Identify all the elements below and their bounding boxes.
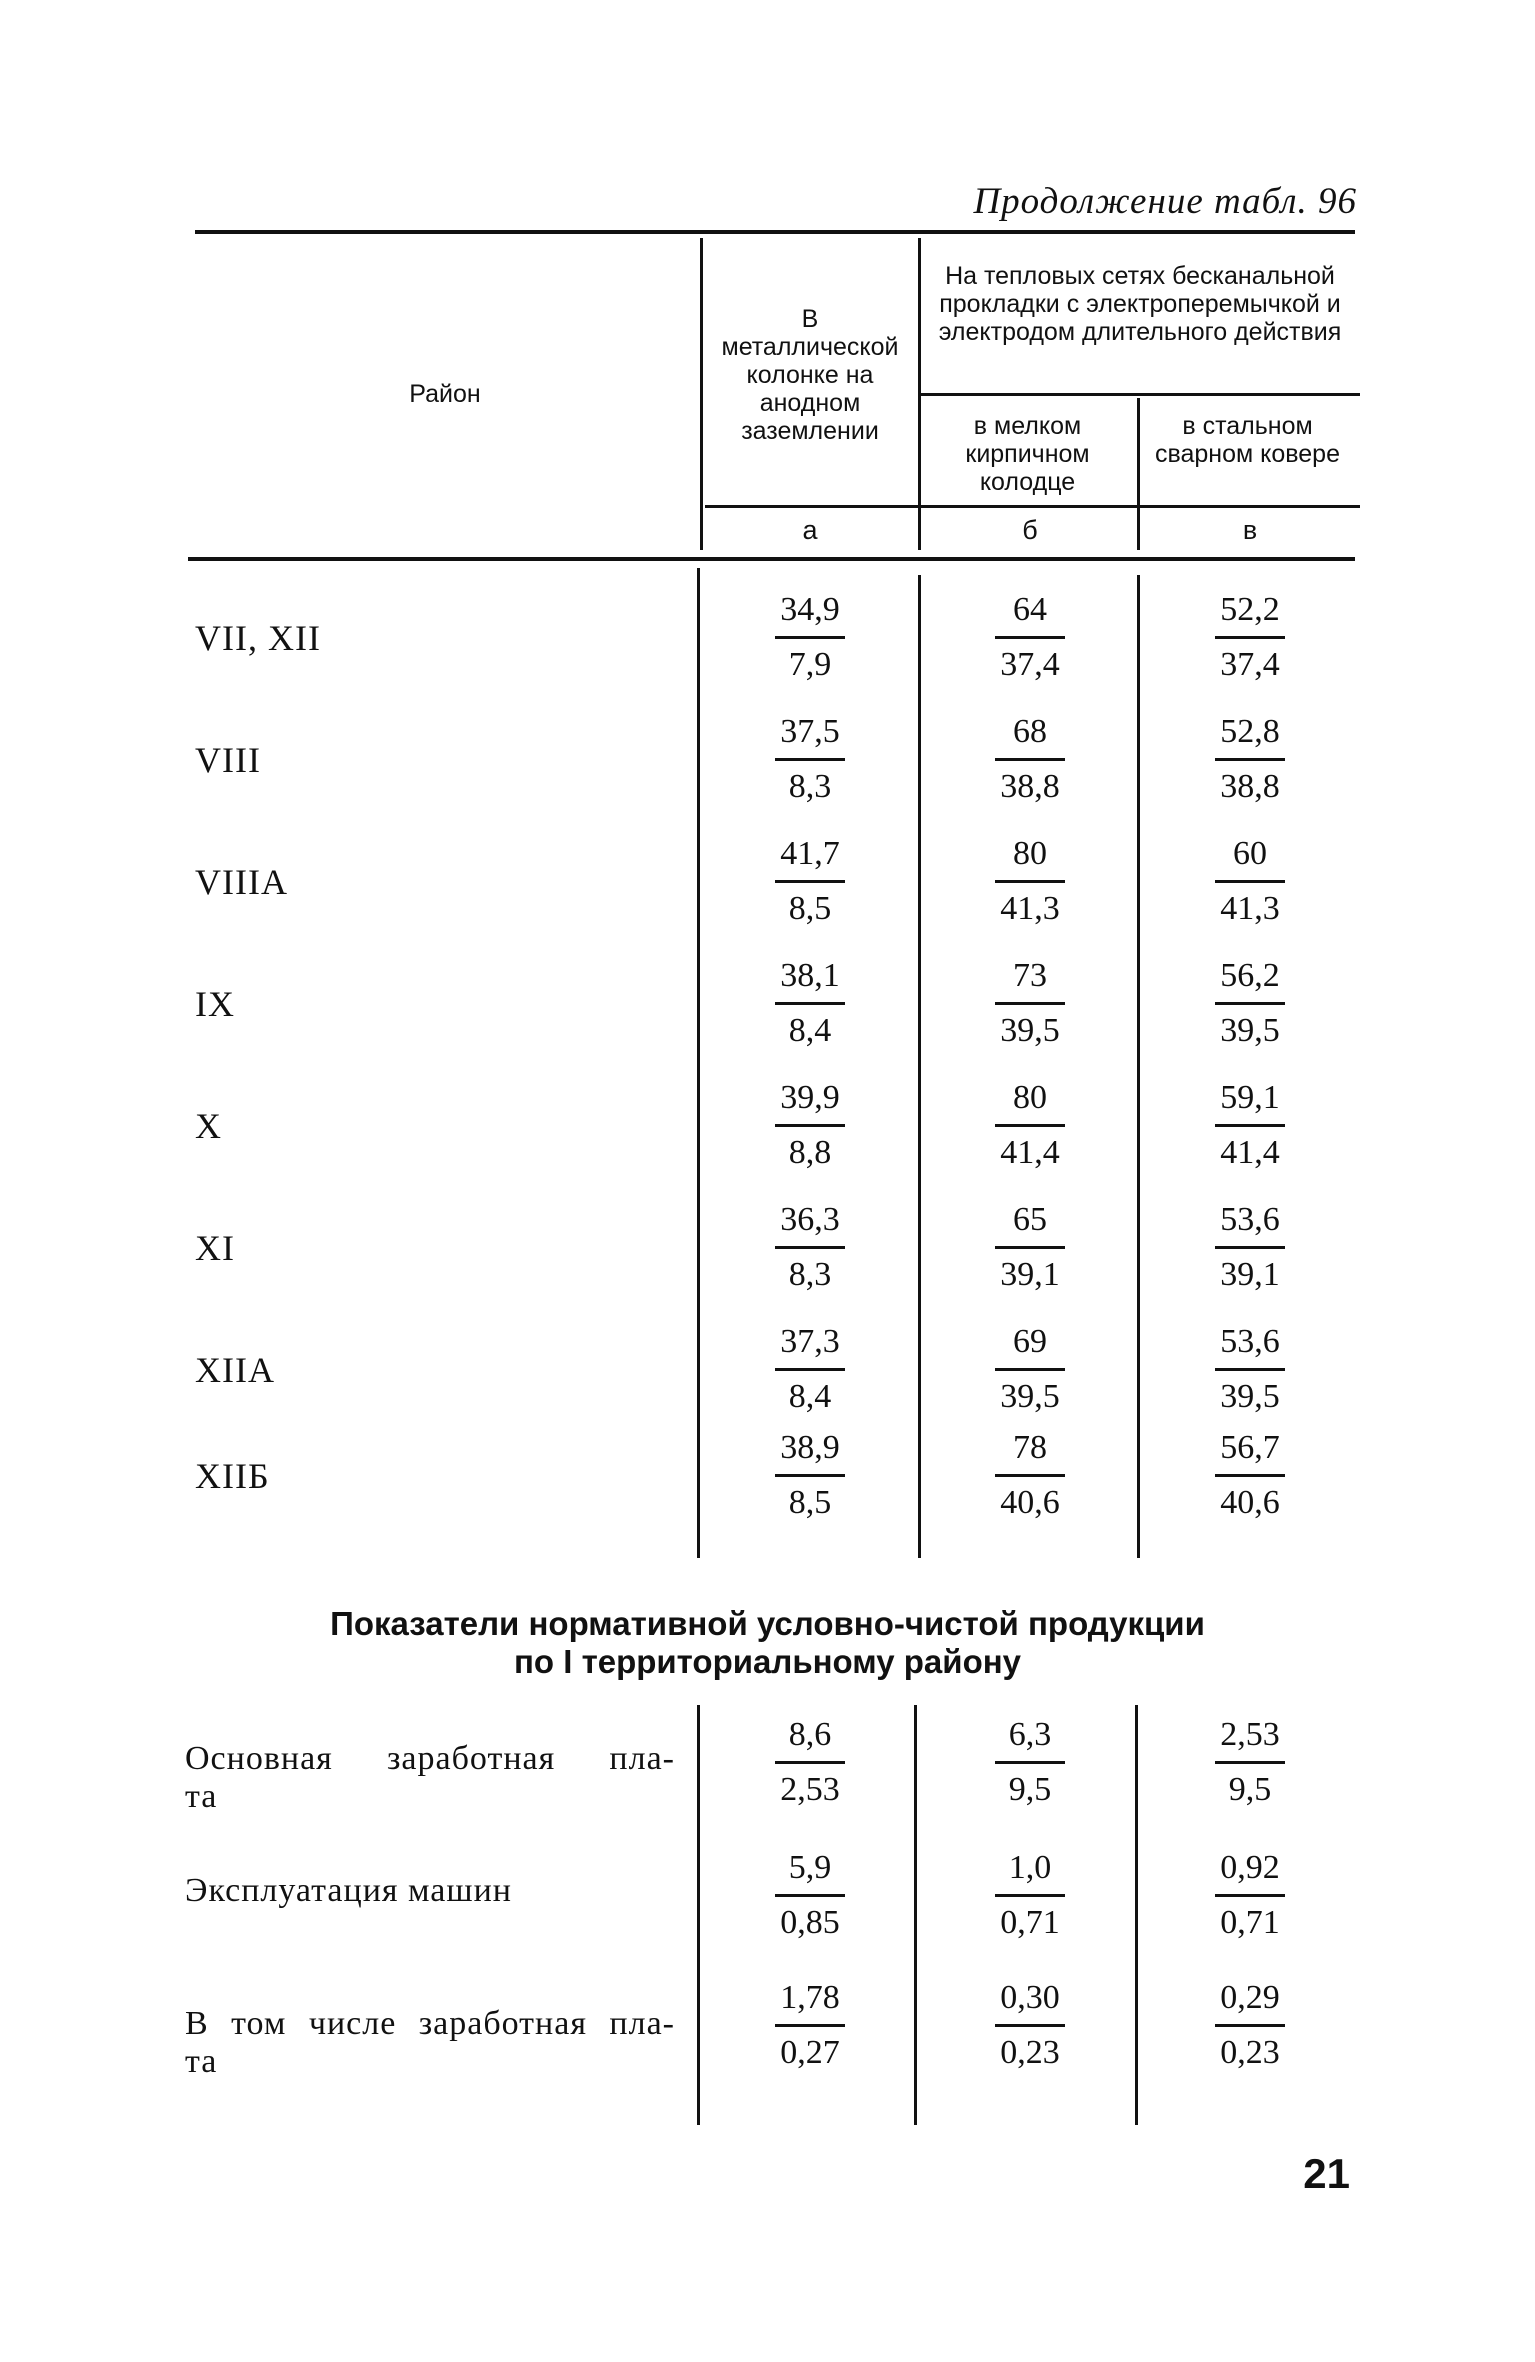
denominator: 38,8 <box>1220 768 1280 805</box>
table-continuation-caption: Продолжение табл. 96 <box>973 181 1357 222</box>
denominator: 8,3 <box>788 768 832 805</box>
numerator: 52,2 <box>1220 591 1280 628</box>
value-cell-b <box>975 1200 1085 1295</box>
value-cell-a <box>755 1848 865 1943</box>
numerator: 0,92 <box>1220 1849 1280 1886</box>
denominator: 37,4 <box>1220 646 1280 683</box>
district-header: Район <box>409 380 481 408</box>
numerator: 53,6 <box>1220 1323 1280 1360</box>
value-cell-c <box>1195 1322 1305 1417</box>
letters-top-rule <box>705 505 1360 508</box>
indicator-label <box>185 1872 675 1910</box>
value-cell-b <box>975 1322 1085 1417</box>
value-cell-a <box>755 1428 865 1523</box>
value-cell-b <box>975 1978 1085 2073</box>
denominator: 39,5 <box>1220 1012 1280 1049</box>
page-number: 21 <box>1303 2150 1350 2197</box>
numerator: 38,9 <box>780 1429 840 1466</box>
numerator: 0,30 <box>1000 1979 1060 2016</box>
value-cell-b <box>975 1428 1085 1523</box>
denominator: 39,5 <box>1000 1012 1060 1049</box>
numerator: 34,9 <box>780 591 840 628</box>
numerator: 8,6 <box>788 1716 832 1753</box>
indicator-label-line-2: та <box>185 2043 218 2080</box>
body-divider-c <box>1137 575 1140 1558</box>
numerator: 52,8 <box>1220 713 1280 750</box>
value-cell-a <box>755 956 865 1051</box>
denominator: 8,5 <box>788 890 832 927</box>
denominator: 0,71 <box>1220 1904 1280 1941</box>
value-cell-a <box>755 590 865 685</box>
value-cell-b <box>975 834 1085 929</box>
value-cell-a <box>755 1200 865 1295</box>
value-cell-a <box>755 1078 865 1173</box>
denominator: 39,5 <box>1000 1378 1060 1415</box>
denominator: 40,6 <box>1000 1484 1060 1521</box>
value-cell-a <box>755 712 865 807</box>
value-cell-b <box>975 1078 1085 1173</box>
column-a-header: В металлической колонке на анодном заземлении <box>721 305 899 445</box>
section-title <box>0 1605 1535 1681</box>
column-b-header: в мелком кирпичном колодце <box>965 412 1090 496</box>
numerator: 64 <box>1013 591 1047 628</box>
numerator: 1,0 <box>1008 1849 1052 1886</box>
denominator: 39,1 <box>1000 1256 1060 1293</box>
indicator-label-line-2: та <box>185 1778 218 1815</box>
indicator-label-line-1: Эксплуатация машин <box>185 1872 512 1909</box>
denominator: 9,5 <box>1228 1771 1272 1808</box>
denominator: 0,85 <box>780 1904 840 1941</box>
column-a-letter: а <box>802 515 818 545</box>
numerator: 38,1 <box>780 957 840 994</box>
numerator: 41,7 <box>780 835 840 872</box>
table-top-rule <box>195 230 1355 234</box>
indicator-label-line-1: В том числе заработная пла- <box>185 2005 675 2042</box>
district-label: VII, XII <box>195 618 321 658</box>
numerator: 56,7 <box>1220 1429 1280 1466</box>
header-bottom-rule <box>188 557 1355 561</box>
section2-divider-c <box>1135 1705 1138 2125</box>
numerator: 53,6 <box>1220 1201 1280 1238</box>
indicator-label <box>185 2005 675 2081</box>
numerator: 36,3 <box>780 1201 840 1238</box>
numerator: 0,29 <box>1220 1979 1280 2016</box>
denominator: 41,3 <box>1000 890 1060 927</box>
header-divider-c <box>1137 398 1140 550</box>
column-c-header: в стальном сварном ковере <box>1155 412 1340 468</box>
denominator: 0,27 <box>780 2034 840 2071</box>
value-cell-a <box>755 834 865 929</box>
value-cell-c <box>1195 834 1305 929</box>
group-header: На тепловых сетях бесканальной прокладки с электроперемычкой и электродом длительного действия <box>938 262 1342 346</box>
denominator: 2,53 <box>780 1771 840 1808</box>
value-cell-c <box>1195 1848 1305 1943</box>
value-cell-b <box>975 956 1085 1051</box>
denominator: 8,4 <box>788 1012 832 1049</box>
denominator: 38,8 <box>1000 768 1060 805</box>
denominator: 39,1 <box>1220 1256 1280 1293</box>
value-cell-b <box>975 1715 1085 1810</box>
indicator-label <box>185 1740 675 1816</box>
value-cell-c <box>1195 712 1305 807</box>
value-cell-c <box>1195 1200 1305 1295</box>
district-label: VIII <box>195 740 261 780</box>
value-cell-c <box>1195 590 1305 685</box>
denominator: 37,4 <box>1000 646 1060 683</box>
header-divider-b <box>918 238 921 550</box>
body-divider-a <box>697 568 700 1558</box>
numerator: 73 <box>1013 957 1047 994</box>
denominator: 8,3 <box>788 1256 832 1293</box>
header-divider-a <box>700 238 703 550</box>
denominator: 9,5 <box>1008 1771 1052 1808</box>
column-b-letter: б <box>1022 515 1038 545</box>
denominator: 40,6 <box>1220 1484 1280 1521</box>
value-cell-b <box>975 712 1085 807</box>
numerator: 6,3 <box>1008 1716 1052 1753</box>
section2-divider-b <box>914 1705 917 2125</box>
numerator: 1,78 <box>780 1979 840 2016</box>
numerator: 65 <box>1013 1201 1047 1238</box>
numerator: 80 <box>1013 1079 1047 1116</box>
indicator-label-line-1: Основная заработная пла- <box>185 1740 675 1777</box>
denominator: 0,23 <box>1220 2034 1280 2071</box>
group-header-rule <box>920 393 1360 396</box>
numerator: 39,9 <box>780 1079 840 1116</box>
numerator: 5,9 <box>788 1849 832 1886</box>
numerator: 37,5 <box>780 713 840 750</box>
value-cell-a <box>755 1322 865 1417</box>
denominator: 7,9 <box>788 646 832 683</box>
district-label: XIIА <box>195 1350 275 1390</box>
numerator: 2,53 <box>1220 1716 1280 1753</box>
value-cell-a <box>755 1978 865 2073</box>
numerator: 80 <box>1013 835 1047 872</box>
denominator: 41,4 <box>1000 1134 1060 1171</box>
value-cell-c <box>1195 1715 1305 1810</box>
numerator: 78 <box>1013 1429 1047 1466</box>
denominator: 41,3 <box>1220 890 1280 927</box>
district-label: XI <box>195 1228 235 1268</box>
denominator: 39,5 <box>1220 1378 1280 1415</box>
section-title-line-2: по I территориальному району <box>513 1643 1022 1680</box>
denominator: 8,5 <box>788 1484 832 1521</box>
numerator: 59,1 <box>1220 1079 1280 1116</box>
section2-divider-a <box>697 1705 700 2125</box>
numerator: 37,3 <box>780 1323 840 1360</box>
value-cell-a <box>755 1715 865 1810</box>
denominator: 0,23 <box>1000 2034 1060 2071</box>
column-c-letter: в <box>1242 515 1258 545</box>
denominator: 0,71 <box>1000 1904 1060 1941</box>
section-title-line-1: Показатели нормативной условно-чистой продукции <box>330 1605 1205 1642</box>
numerator: 68 <box>1013 713 1047 750</box>
value-cell-c <box>1195 1978 1305 2073</box>
district-label: IX <box>195 984 235 1024</box>
district-label: VIIIА <box>195 862 288 902</box>
denominator: 41,4 <box>1220 1134 1280 1171</box>
denominator: 8,4 <box>788 1378 832 1415</box>
body-divider-b <box>918 575 921 1558</box>
district-label: XIIБ <box>195 1456 270 1496</box>
numerator: 60 <box>1233 835 1267 872</box>
district-label: X <box>195 1106 222 1146</box>
value-cell-c <box>1195 1428 1305 1523</box>
value-cell-c <box>1195 956 1305 1051</box>
numerator: 69 <box>1013 1323 1047 1360</box>
value-cell-b <box>975 1848 1085 1943</box>
value-cell-b <box>975 590 1085 685</box>
value-cell-c <box>1195 1078 1305 1173</box>
denominator: 8,8 <box>788 1134 832 1171</box>
numerator: 56,2 <box>1220 957 1280 994</box>
